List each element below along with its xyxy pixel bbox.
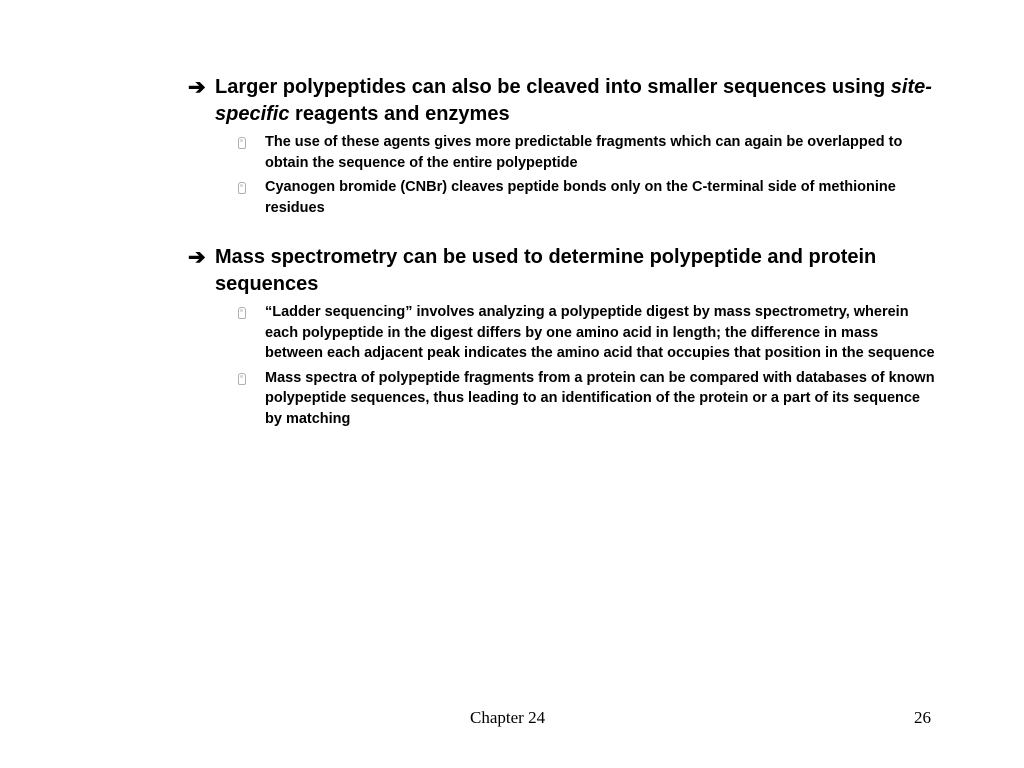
sub-bullet-list	[188, 302, 948, 429]
sub-point-text: The use of these agents gives more predictable fragments which can again be overlapped to obtain the sequence of the entire polypeptide	[265, 134, 903, 171]
arrow-right-icon: ➔	[188, 246, 206, 269]
main-point-text-end: reagents and enzymes	[289, 103, 510, 125]
arrow-right-icon: ➔	[188, 76, 206, 99]
main-bullet-point	[188, 244, 948, 298]
sub-bullet-point	[188, 132, 948, 173]
main-point-italic-text: site-specific	[215, 76, 932, 125]
sub-bullet-list	[188, 132, 948, 218]
main-bullet-point	[188, 74, 948, 128]
sub-bullet-point	[188, 368, 948, 430]
bullet-group-2	[188, 244, 948, 429]
main-point-text: Larger polypeptides can also be cleaved into smaller sequences using	[215, 76, 891, 98]
footer-chapter: Chapter 24	[470, 708, 546, 727]
lightbulb-bullet-icon	[238, 137, 246, 149]
sub-point-text: Cyanogen bromide (CNBr) cleaves peptide bonds only on the C-terminal side of methionine residues	[265, 179, 896, 216]
footer-page-number: 26	[914, 708, 931, 727]
sub-point-text: Mass spectra of polypeptide fragments from a protein can be compared with databases of known polypeptide sequences, thus leading to an identification of the protein or a part of its sequence by matching	[265, 369, 935, 427]
lightbulb-bullet-icon	[238, 307, 246, 319]
bullet-group-1	[188, 74, 948, 218]
lightbulb-bullet-icon	[238, 182, 246, 194]
main-point-text: Mass spectrometry can be used to determine polypeptide and protein sequences	[215, 246, 877, 295]
sub-point-text: “Ladder sequencing” involves analyzing a polypeptide digest by mass spectrometry, wherein each polypeptide in the digest differs by one amino acid in length; the difference in mass between each adjacent peak indicates the amino acid that occupies that position in the sequence	[265, 304, 935, 361]
sub-bullet-point	[188, 177, 948, 218]
slide-body	[188, 74, 948, 455]
sub-bullet-point	[188, 302, 948, 364]
lightbulb-bullet-icon	[238, 373, 246, 385]
